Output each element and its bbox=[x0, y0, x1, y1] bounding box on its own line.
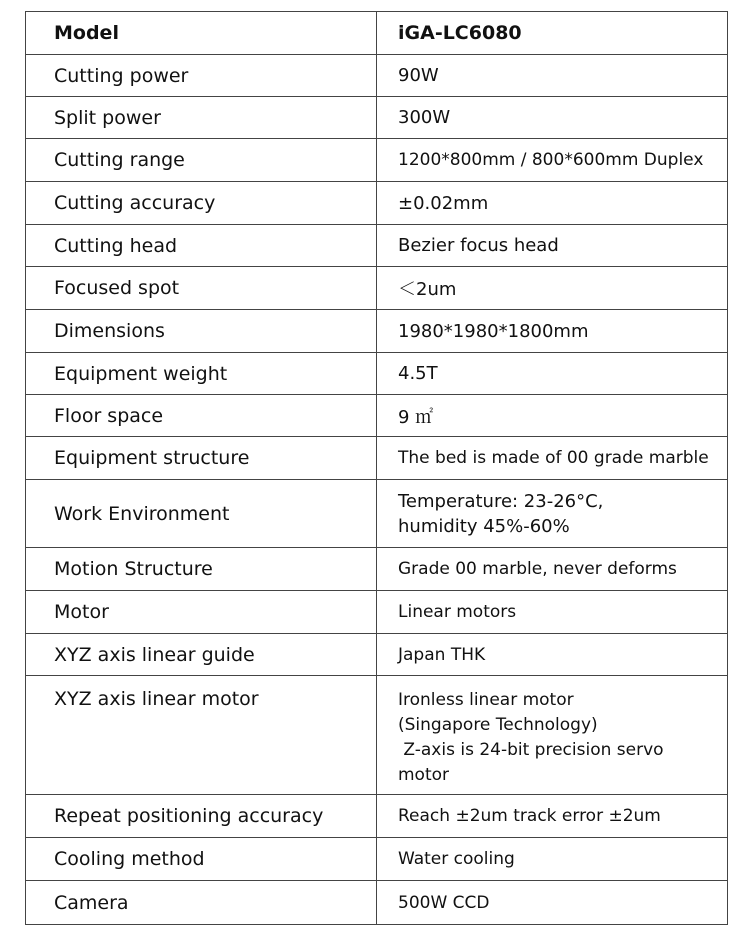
header-label: Model bbox=[26, 12, 377, 55]
row-label: Cutting accuracy bbox=[26, 182, 377, 225]
row-value: 9 ㎡ bbox=[377, 395, 728, 437]
table-row bbox=[26, 480, 728, 548]
row-label: Repeat positioning accuracy bbox=[26, 795, 377, 838]
table-row bbox=[26, 838, 728, 881]
table-row bbox=[26, 437, 728, 480]
row-label: Cutting power bbox=[26, 55, 377, 97]
row-value: 4.5T bbox=[377, 353, 728, 395]
row-value: Linear motors bbox=[377, 591, 728, 634]
row-value: 500W CCD bbox=[377, 881, 728, 925]
table-row bbox=[26, 225, 728, 267]
table-row bbox=[26, 676, 728, 795]
table-row bbox=[26, 395, 728, 437]
table-row bbox=[26, 267, 728, 310]
row-value-line: humidity 45%-60% bbox=[398, 515, 570, 537]
row-label: Dimensions bbox=[26, 310, 377, 353]
row-label: Floor space bbox=[26, 395, 377, 437]
row-label: Equipment structure bbox=[26, 437, 377, 480]
table-row bbox=[26, 881, 728, 925]
row-label: Motor bbox=[26, 591, 377, 634]
table-row bbox=[26, 795, 728, 838]
row-label: Equipment weight bbox=[26, 353, 377, 395]
row-value: 1980*1980*1800mm bbox=[377, 310, 728, 353]
row-value-multiline bbox=[377, 480, 728, 548]
row-value-line: motor bbox=[398, 765, 450, 785]
row-value-line: Temperature: 23-26°C, bbox=[398, 490, 604, 512]
row-label: Work Environment bbox=[26, 480, 377, 548]
row-label: Camera bbox=[26, 881, 377, 925]
row-value: Grade 00 marble, never deforms bbox=[377, 548, 728, 591]
table-row bbox=[26, 139, 728, 182]
table-row bbox=[26, 310, 728, 353]
row-label: Motion Structure bbox=[26, 548, 377, 591]
row-value: Bezier focus head bbox=[377, 225, 728, 267]
row-label: Cutting range bbox=[26, 139, 377, 182]
row-value: 300W bbox=[377, 97, 728, 139]
row-label: Focused spot bbox=[26, 267, 377, 310]
row-value: 90W bbox=[377, 55, 728, 97]
table-row bbox=[26, 55, 728, 97]
table-row bbox=[26, 97, 728, 139]
row-value: Water cooling bbox=[377, 838, 728, 881]
spec-table bbox=[25, 11, 728, 925]
row-value-line: (Singapore Technology) bbox=[398, 715, 598, 735]
row-value: 1200*800mm / 800*600mm Duplex bbox=[377, 139, 728, 182]
row-label: Cutting head bbox=[26, 225, 377, 267]
row-value: ＜2um bbox=[377, 267, 728, 310]
header-row bbox=[26, 12, 728, 55]
table-row bbox=[26, 353, 728, 395]
row-value: Reach ±2um track error ±2um bbox=[377, 795, 728, 838]
row-value-line: Ironless linear motor bbox=[398, 690, 574, 710]
row-label: XYZ axis linear guide bbox=[26, 634, 377, 676]
row-value: Japan THK bbox=[377, 634, 728, 676]
table-row bbox=[26, 591, 728, 634]
header-value: iGA-LC6080 bbox=[377, 12, 728, 55]
table-row bbox=[26, 182, 728, 225]
row-label: Cooling method bbox=[26, 838, 377, 881]
row-value: The bed is made of 00 grade marble bbox=[377, 437, 728, 480]
row-label: XYZ axis linear motor bbox=[26, 676, 377, 795]
row-label: Split power bbox=[26, 97, 377, 139]
row-value-line: Z-axis is 24-bit precision servo bbox=[398, 740, 664, 760]
row-value: ±0.02mm bbox=[377, 182, 728, 225]
table-row bbox=[26, 634, 728, 676]
row-value-multiline bbox=[377, 676, 728, 795]
table-row bbox=[26, 548, 728, 591]
